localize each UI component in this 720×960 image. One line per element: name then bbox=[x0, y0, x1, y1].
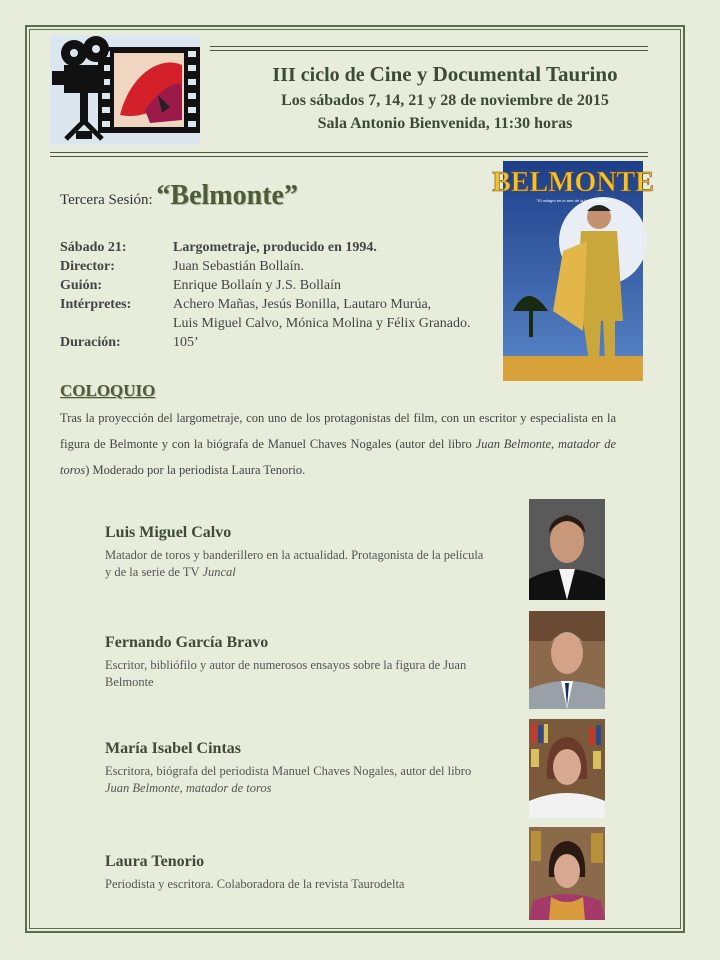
coloquio-text-part: ) Moderado por la periodista Laura Tenorio. bbox=[85, 463, 306, 477]
film-title: “Belmonte” bbox=[156, 180, 298, 211]
info-key: Intérpretes: bbox=[60, 297, 132, 312]
info-key: Director: bbox=[60, 259, 115, 274]
info-key: Guión: bbox=[60, 278, 103, 293]
info-key: Sábado 21: bbox=[60, 240, 127, 255]
coloquio-text-part: Tras la proyección del largometraje, con uno de los protagonistas del film, con un escritor y especialista en la figura de Belmonte y con la biógrafa de Manuel Chaves Nogales (autor del libro bbox=[60, 411, 616, 451]
person-entry bbox=[105, 739, 485, 797]
film-camera-logo bbox=[50, 35, 200, 145]
info-key: Duración: bbox=[60, 335, 121, 350]
person-name: María Isabel Cintas bbox=[105, 740, 241, 757]
person-description bbox=[105, 657, 485, 691]
person-description bbox=[105, 547, 485, 581]
event-dates: Los sábados 7, 14, 21 y 28 de noviembre de 2015 bbox=[281, 92, 609, 109]
person-photo bbox=[529, 611, 605, 709]
person-description bbox=[105, 876, 485, 893]
session-label: Tercera Sesión: bbox=[60, 192, 157, 208]
coloquio-text bbox=[60, 405, 616, 483]
poster-tagline: "El milagro en el arte de la lidia ecuestre" bbox=[536, 198, 610, 203]
info-value: Largometraje, producido en 1994. bbox=[173, 240, 377, 255]
film-poster bbox=[492, 161, 654, 381]
header-rule-bottom bbox=[50, 152, 648, 153]
person-entry bbox=[105, 633, 485, 691]
session-heading bbox=[60, 180, 298, 212]
person-photo bbox=[529, 719, 605, 818]
info-value: Achero Mañas, Jesús Bonilla, Lautaro Murúa, bbox=[173, 297, 432, 312]
coloquio-book-title: Juan Belmonte, matador de toros bbox=[60, 437, 616, 477]
desc-text: Periodista y escritora. Colaboradora de la revista Taurodelta bbox=[105, 877, 405, 891]
person-name: Fernando García Bravo bbox=[105, 634, 269, 651]
person-description bbox=[105, 763, 485, 797]
info-value: Luis Miguel Calvo, Mónica Molina y Félix Granado. bbox=[173, 316, 471, 331]
coloquio-title: COLOQUIO bbox=[60, 381, 156, 400]
header-rule-top-2 bbox=[210, 50, 648, 51]
desc-text: Escritora, biógrafa del periodista Manuel Chaves Nogales, autor del libro bbox=[105, 764, 472, 778]
desc-italic: Juan Belmonte, matador de toros bbox=[105, 781, 272, 795]
person-photo bbox=[529, 499, 605, 600]
info-value: Enrique Bollaín y J.S. Bollaín bbox=[173, 278, 341, 293]
desc-text: Escritor, bibliófilo y autor de numerosos ensayos sobre la figura de Juan Belmonte bbox=[105, 658, 467, 689]
info-value: 105’ bbox=[173, 335, 199, 350]
header-rule-top bbox=[210, 46, 648, 47]
info-value: Juan Sebastián Bollaín. bbox=[173, 259, 305, 274]
header-rule-bottom-2 bbox=[50, 156, 648, 157]
title-highlight: Cine y Documental Taurino bbox=[369, 62, 618, 86]
poster-title: BELMONTE bbox=[492, 167, 654, 198]
person-name: Laura Tenorio bbox=[105, 853, 205, 870]
event-title bbox=[210, 60, 680, 89]
person-photo bbox=[529, 827, 605, 920]
desc-text: Matador de toros y banderillero en la actualidad. Protagonista de la película y de la serie de TV bbox=[105, 548, 484, 579]
person-entry bbox=[105, 852, 485, 893]
event-header bbox=[210, 60, 680, 135]
desc-italic: Juncal bbox=[202, 565, 236, 579]
person-name: Luis Miguel Calvo bbox=[105, 524, 232, 541]
person-entry bbox=[105, 523, 485, 581]
event-venue: Sala Antonio Bienvenida, 11:30 horas bbox=[317, 115, 573, 132]
title-prefix: III ciclo de bbox=[272, 64, 370, 86]
